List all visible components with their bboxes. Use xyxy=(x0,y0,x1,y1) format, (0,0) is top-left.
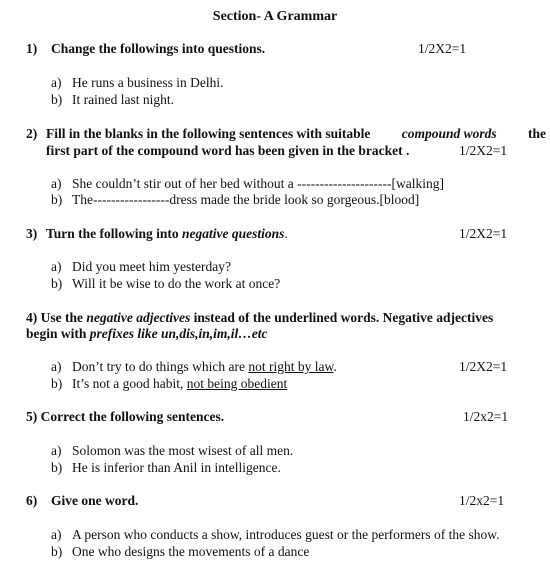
question-6-text: Give one word. xyxy=(51,493,139,508)
question-5-item-b-text: He is inferior than Anil in intelligence. xyxy=(72,460,281,475)
question-3-negative-questions: negative questions xyxy=(182,226,285,241)
question-3-item-a-text: Did you meet him yesterday? xyxy=(72,259,231,274)
question-2-item-b-text: The-----------------dress made the bride look so gorgeous.[blood] xyxy=(72,192,420,207)
question-6-item-b-letter: b) xyxy=(51,544,63,559)
question-2-line-2: first part of the compound word has been given in the bracket . xyxy=(46,143,410,158)
question-4-item-a-post: . xyxy=(333,359,337,374)
question-4-line-1 xyxy=(26,310,493,326)
question-4-number: 4) xyxy=(26,310,38,325)
question-5-item-b-letter: b) xyxy=(51,460,63,475)
question-4-line-1-pre: Use the xyxy=(40,310,83,325)
question-4-item-a-letter: a) xyxy=(51,359,62,374)
question-5-item-a-letter: a) xyxy=(51,443,62,458)
section-title: Section- A Grammar xyxy=(212,9,338,24)
question-4-item-b-underlined: not being obedient xyxy=(186,376,288,391)
question-3-item-b-text: Will it be wise to do the work at once? xyxy=(72,276,281,291)
question-4-item-a-pre: Don’t try to do things which are xyxy=(72,359,245,374)
question-6-item-a-text: A person who conducts a show, introduces guest or the performers of the show. xyxy=(72,527,500,542)
question-3-item-a-letter: a) xyxy=(51,259,62,274)
question-6-number: 6) xyxy=(26,493,38,508)
question-2-compound-words: compound words xyxy=(401,126,497,141)
question-4-item-b-pre: It’s not a good habit, xyxy=(72,376,184,391)
question-1-text: Change the followings into questions. xyxy=(51,41,266,56)
question-3-text-post: . xyxy=(284,226,288,241)
question-4-prefixes: prefixes like un,dis,in,im,il…etc xyxy=(89,326,268,341)
question-3-item-b-letter: b) xyxy=(51,276,63,291)
question-1-item-b-text: It rained last night. xyxy=(72,92,174,107)
question-4-negative-adjectives: negative adjectives xyxy=(86,310,191,325)
question-2-line-1-end: the xyxy=(527,126,546,141)
question-2-item-b-letter: b) xyxy=(51,192,63,207)
question-1-marks: 1/2X2=1 xyxy=(418,41,467,56)
question-4-line-2 xyxy=(26,326,268,342)
question-2-line-1 xyxy=(46,126,546,142)
question-5-marks: 1/2x2=1 xyxy=(463,409,509,424)
question-1-item-a-letter: a) xyxy=(51,75,62,90)
question-5-item-a-text: Solomon was the most wisest of all men. xyxy=(72,443,294,458)
question-1-item-b-letter: b) xyxy=(51,92,63,107)
question-4-item-a-underlined: not right by law xyxy=(248,359,334,374)
question-1-item-a-text: He runs a business in Delhi. xyxy=(72,75,224,90)
question-6-item-b-text: One who designs the movements of a dance xyxy=(72,544,310,559)
question-2-number: 2) xyxy=(26,126,38,141)
question-4-marks: 1/2X2=1 xyxy=(459,359,508,374)
question-5-text: Correct the following sentences. xyxy=(40,409,225,424)
question-2-item-a-text: She couldn’t stir out of her bed without a ---------------------[walking] xyxy=(72,176,444,191)
question-5-number: 5) xyxy=(26,409,38,424)
question-2-item-a-letter: a) xyxy=(51,176,62,191)
question-5-line xyxy=(26,409,224,425)
question-6-item-a-letter: a) xyxy=(51,527,62,542)
question-2-line-1-text: Fill in the blanks in the following sentences with suitable xyxy=(46,126,371,141)
question-1-number: 1) xyxy=(26,41,38,56)
question-3-number: 3) xyxy=(26,226,38,241)
question-4-item-b-text xyxy=(72,376,287,392)
question-4-item-b-letter: b) xyxy=(51,376,63,391)
question-6-marks: 1/2x2=1 xyxy=(459,493,505,508)
question-4-line-2-pre: begin with xyxy=(26,326,87,341)
question-3-text-pre: Turn the following into xyxy=(46,226,179,241)
question-3-marks: 1/2X2=1 xyxy=(459,226,508,241)
question-4-line-1-post: instead of the underlined words. Negative adjectives xyxy=(193,310,494,325)
question-2-marks: 1/2X2=1 xyxy=(459,143,508,158)
question-3-text xyxy=(46,226,288,242)
question-4-item-a-text xyxy=(72,359,337,375)
